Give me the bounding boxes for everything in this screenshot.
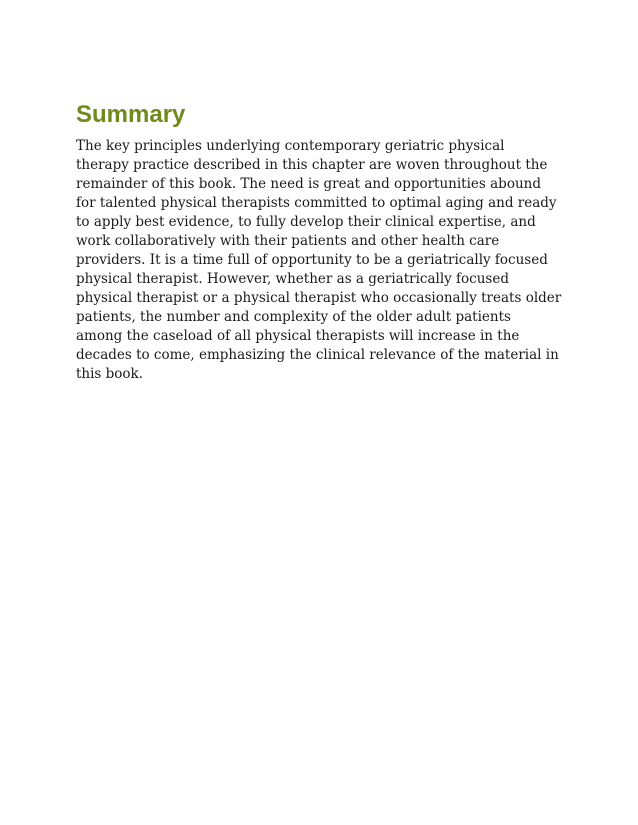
paragraph-line: among the caseload of all physical therapists will increase in the (76, 328, 520, 344)
paragraph-line: work collaboratively with their patients and other health care (76, 233, 500, 249)
paragraph-line: decades to come, emphasizing the clinical relevance of the material in (76, 347, 559, 363)
paragraph-line: this book. (76, 366, 144, 382)
summary-section (76, 100, 576, 384)
paragraph-line: The key principles underlying contemporary geriatric physical (76, 138, 505, 154)
paragraph-line: physical therapist or a physical therapist who occasionally treats older (76, 290, 562, 306)
paragraph-line: patients, the number and complexity of the older adult patients (76, 309, 511, 325)
section-heading: Summary (76, 101, 186, 128)
summary-paragraph (76, 137, 576, 384)
paragraph-line: to apply best evidence, to fully develop their clinical expertise, and (76, 214, 536, 230)
paragraph-line: providers. It is a time full of opportunity to be a geriatrically focused (76, 252, 548, 268)
paragraph-line: for talented physical therapists committed to optimal aging and ready (76, 195, 557, 211)
paragraph-line: remainder of this book. The need is great and opportunities abound (76, 176, 541, 192)
paragraph-line: therapy practice described in this chapter are woven throughout the (76, 157, 548, 173)
paragraph-line: physical therapist. However, whether as a geriatrically focused (76, 271, 509, 287)
